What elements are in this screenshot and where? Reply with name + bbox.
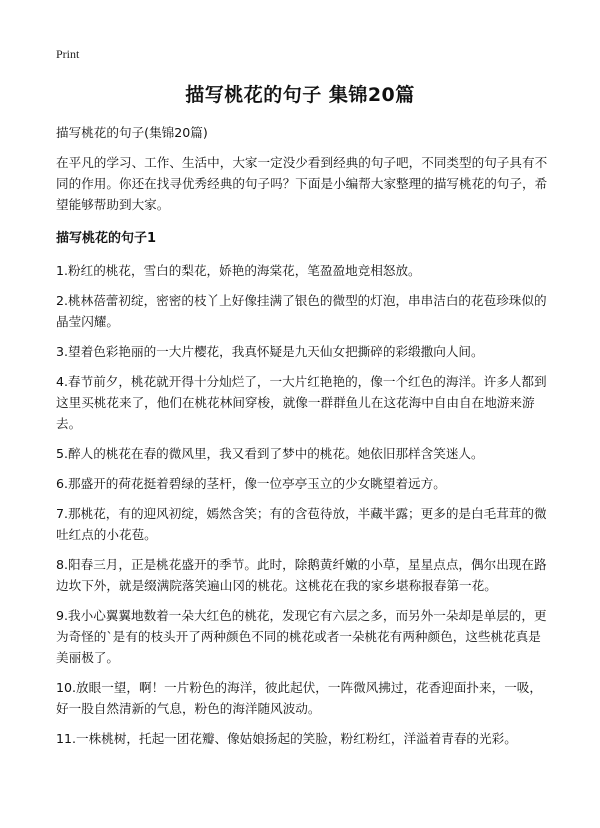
- list-item: 2.桃林蓓蕾初绽，密密的枝丫上好像挂满了银色的微型的灯泡，串串洁白的花苞珍珠似的晶莹闪耀。: [56, 293, 547, 329]
- list-item: 4.春节前夕，桃花就开得十分灿烂了，一大片红艳艳的，像一个红色的海洋。许多人都到这里买桃花来了，他们在桃花林间穿梭，就像一群群鱼儿在这花海中自由自在地游来游去。: [56, 374, 547, 431]
- document-body: [56, 122, 550, 758]
- page-title: 描写桃花的句子 集锦20篇: [185, 84, 415, 106]
- print-link[interactable]: Print: [56, 47, 80, 61]
- sentence-list: [56, 260, 550, 749]
- list-item: 8.阳春三月，正是桃花盛开的季节。此时，除鹅黄纤嫩的小草，星星点点，偶尔出现在路边坎下外，就是缀满院落笑遍山冈的桃花。这桃花在我的家乡堪称报春第一花。: [56, 557, 547, 593]
- list-item: 7.那桃花，有的迎风初绽，嫣然含笑；有的含苞待放，半藏半露；更多的是白毛茸茸的微吐红点的小花苞。: [56, 506, 547, 542]
- list-item: 1.粉红的桃花，雪白的梨花，娇艳的海棠花，笔盈盈地竞相怒放。: [56, 263, 421, 278]
- list-item: 9.我小心翼翼地数着一朵大红色的桃花，发现它有六层之多，而另外一朵却是单层的，更为奇怪的`是有的枝头开了两种颜色不同的桃花或者一朵桃花有两种颜色，这些桃花真是美丽极了。: [56, 608, 547, 665]
- list-item: 5.醉人的桃花在春的微风里，我又看到了梦中的桃花。她依旧那样含笑迷人。: [56, 446, 484, 461]
- document-subtitle: 描写桃花的句子(集锦20篇): [56, 125, 208, 140]
- section-heading: 描写桃花的句子1: [56, 231, 157, 246]
- intro-paragraph: 在平凡的学习、工作、生活中，大家一定没少看到经典的句子吧，不同类型的句子具有不同的作用。你还在找寻优秀经典的句子吗？下面是小编帮大家整理的描写桃花的句子，希望能够帮助到大家。: [56, 155, 548, 212]
- list-item: 10.放眼一望，啊！一片粉色的海洋，彼此起伏，一阵微风拂过，花香迎面扑来，一吸，好一股自然清新的气息，粉色的海洋随风波动。: [56, 680, 542, 716]
- list-item: 3.望着色彩艳丽的一大片樱花，我真怀疑是九天仙女把撕碎的彩缎撒向人间。: [56, 344, 484, 359]
- list-item: 6.那盛开的荷花挺着碧绿的茎杆，像一位亭亭玉立的少女眺望着远方。: [56, 476, 446, 491]
- list-item: 11.一株桃树，托起一团花瓣、像姑娘扬起的笑脸，粉红粉红，洋溢着青春的光彩。: [56, 731, 517, 746]
